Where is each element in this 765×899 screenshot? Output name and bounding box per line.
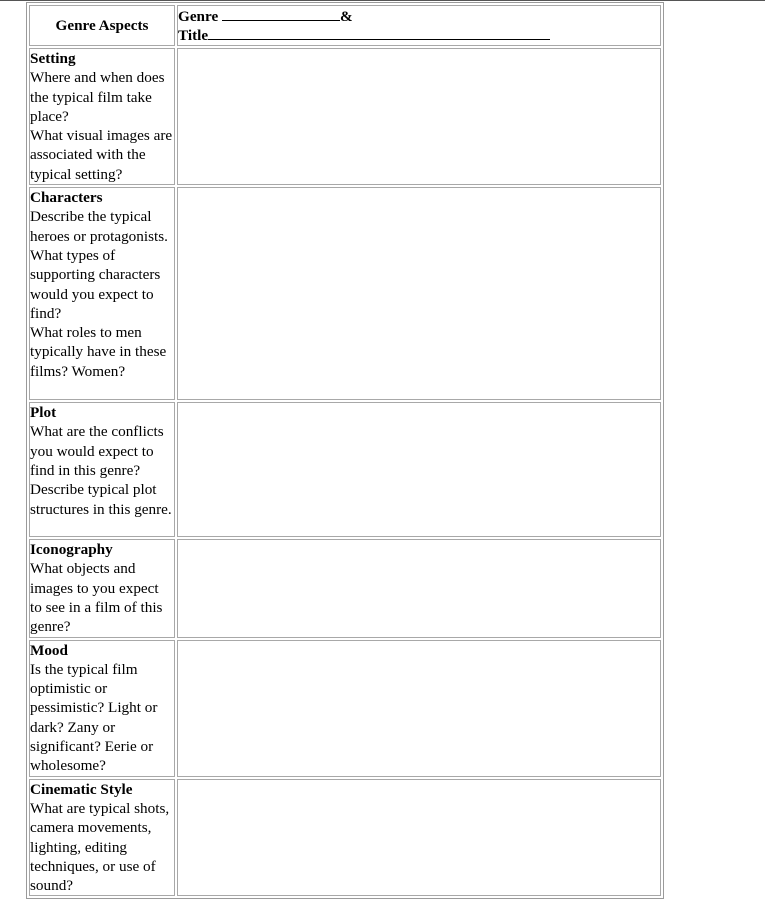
genre-blank-line: [222, 7, 340, 21]
aspect-question: What are the conflicts you would expect to find in this genre?: [30, 423, 164, 479]
ampersand: &: [340, 8, 353, 25]
aspect-cell: [29, 539, 175, 637]
aspect-cell: [29, 187, 175, 400]
table-row-mood: [29, 640, 661, 777]
aspect-question: Where and when does the typical film take place?: [30, 69, 165, 125]
aspect-title: Characters: [30, 189, 103, 207]
header-row: [29, 5, 661, 46]
genre-line: [178, 7, 660, 26]
answer-cell[interactable]: [177, 48, 661, 185]
aspect-cell: [29, 48, 175, 185]
answer-cell[interactable]: [177, 402, 661, 537]
table-row-cinematic-style: [29, 779, 661, 897]
aspect-question: What roles to men typically have in these films? Women?: [30, 324, 167, 380]
table-row-plot: [29, 402, 661, 537]
genre-aspects-heading: Genre Aspects: [29, 5, 175, 46]
top-rule: [0, 0, 765, 1]
aspect-title: Setting: [30, 50, 76, 67]
answer-cell[interactable]: [177, 539, 661, 637]
table-row-characters: [29, 187, 661, 400]
aspect-question: What are typical shots, camera movements, lighting, editing techniques, or use of sound?: [30, 799, 170, 895]
title-label: Title: [178, 27, 209, 44]
table-row-setting: [29, 48, 661, 185]
aspect-question: What visual images are associated with the typical setting?: [30, 127, 173, 183]
aspect-title: Cinematic Style: [30, 780, 133, 798]
aspect-question: Describe the typical heroes or protagonists.: [30, 208, 168, 245]
genre-label: Genre: [178, 8, 219, 25]
aspect-title: Mood: [30, 641, 68, 659]
aspect-title: Iconography: [30, 541, 113, 559]
aspect-cell: [29, 640, 175, 777]
aspect-question: What types of supporting characters would you expect to find?: [30, 246, 161, 322]
aspect-title: Plot: [30, 404, 57, 422]
genre-title-header: [177, 5, 661, 46]
title-blank-line: [208, 26, 550, 40]
aspect-question: Describe typical plot structures in this genre.: [30, 481, 172, 518]
table-row-iconography: [29, 539, 661, 637]
aspect-cell: [29, 779, 175, 897]
aspect-cell: [29, 402, 175, 537]
aspect-question: Is the typical film optimistic or pessimistic? Light or dark? Zany or significant? Eerie or wholesome?: [30, 660, 158, 775]
title-line: [178, 26, 660, 45]
answer-cell[interactable]: [177, 779, 661, 897]
genre-analysis-table: [26, 2, 664, 899]
answer-cell[interactable]: [177, 640, 661, 777]
aspect-question: What objects and images to you expect to see in a film of this genre?: [30, 560, 163, 636]
answer-cell[interactable]: [177, 187, 661, 400]
